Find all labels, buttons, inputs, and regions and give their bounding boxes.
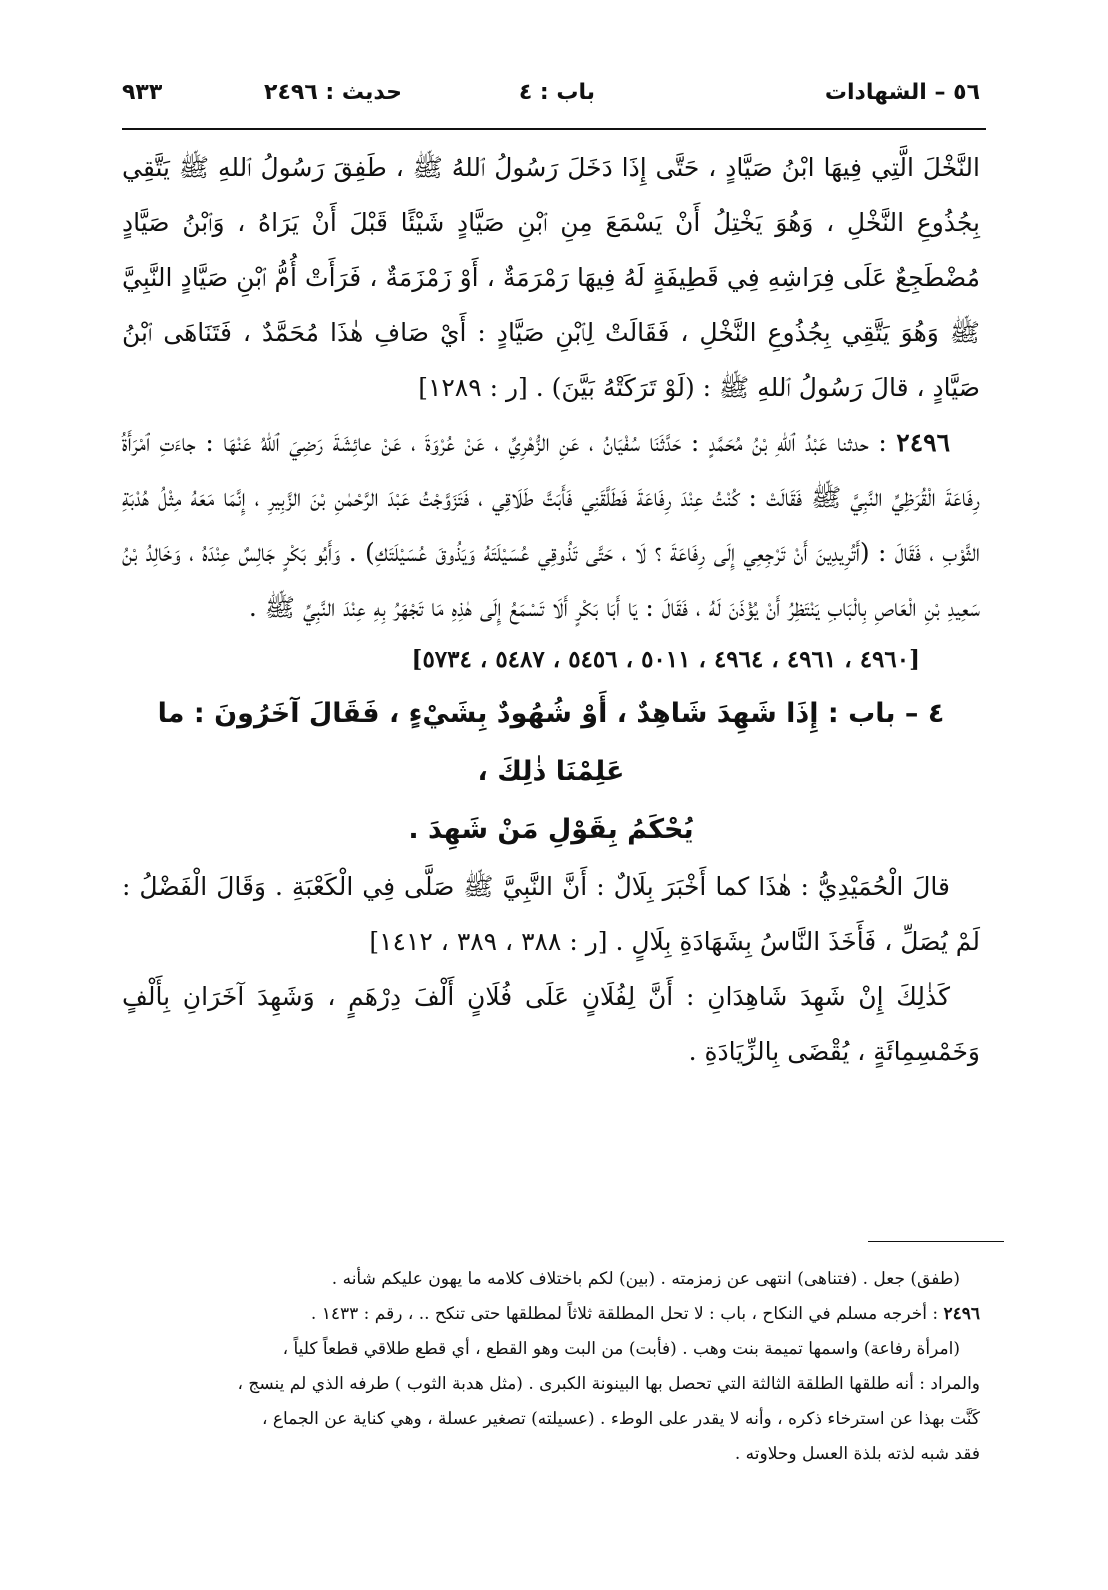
header-rule <box>122 128 986 130</box>
footnote-2-line4: كَنَّت بهذا عن استرخاء ذكره ، وأنه لا يقدر على الوطء . (عسيلته) تصغير عسلة ، وهي كناية عن الجماع ، <box>261 1409 980 1429</box>
running-header <box>122 80 980 116</box>
footnote-2 <box>122 1297 980 1332</box>
footnote-2-line2: (امرأة رفاعة) واسمها تميمة بنت وهب . (فأبت) من البت وهو القطع ، أي قطع طلاقي قطعاً كلياً ، <box>282 1339 960 1359</box>
hadith-label: حديث : ٢٤٩٦ <box>264 80 402 105</box>
main-text <box>122 140 980 1079</box>
footnote-2-line3: والمراد : أنه طلقها الطلقة الثالثة التي تحصل بها البينونة الكبرى . (مثل هدبة الثوب ) طرفه الذي لم ينسج ، <box>237 1374 980 1394</box>
bab-heading <box>122 685 980 859</box>
hadith-paragraph <box>122 415 980 635</box>
footnotes <box>122 1262 980 1472</box>
page-number: ٩٣٣ <box>122 80 163 105</box>
footnote-2-number: ٢٤٩٦ <box>943 1304 980 1324</box>
bab-heading-line2: يُحْكَمُ بِقَوْلِ مَنْ شَهِدَ . <box>408 814 694 845</box>
hadith-references: [٤٩٦٠ ، ٤٩٦١ ، ٤٩٦٤ ، ٥٠١١ ، ٥٤٥٦ ، ٥٤٨٧ ، ٥٧٣٤] <box>411 646 920 673</box>
humaydi-paragraph: قالَ الْحُمَيْدِيُّ : هٰذَا كما أَخْبَرَ بِلَالٌ : أَنَّ النَّبِيَّ ﷺ صَلَّى فِي الْكَعْبَةِ . وَقَالَ الْفَضْلُ : لَمْ يُصَلِّ ، فَأَخَذَ النَّاسُ بِشَهَادَةِ بِلَالٍ . [ر : ٣٨٨ ، ٣٨٩ ، ١٤١٢] <box>122 872 980 956</box>
footnote-2-line5: فقد شبه لذته بلذة العسل وحلاوته . <box>734 1444 980 1464</box>
bab-label: باب : ٤ <box>518 80 595 105</box>
hadith-text: : حدثنا عَبْدُ ٱللهِ بْنُ مُحَمَّدٍ : حَدَّثَنَا سُفْيَانُ ، عَنِ الزُّهْرِيِّ ، عَنْ عُرْوَةَ ، عَنْ عائِشَةَ رَضِيَ ٱللهُ عَنْهَا : جاءَتِ ٱمْرَأَةُ رِفَاعَةَ الْقُرَظِيِّ النَّبِيَّ ﷺ فَقَالَتْ : كُنْتُ عِنْدَ رِفَاعَةَ فَطَلَّقَنِي فَأَبَتَّ طَلَاقِي ، فَتَزَوَّجْتُ عَبْدَ الرَّحْمٰنِ بْنَ الزَّبِيرِ ، إِنَّمَا مَعَهُ مِثْلُ هُدْبَةِ الثَّوْبِ ، فَقَالَ : (أَتُرِيدِينَ أَنْ تَرْجِعِي إِلَى رِفَاعَةَ ؟ لَا ، حَتَّى تَذُوقِي عُسَيْلَتَهُ وَيَذُوقَ عُسَيْلَتَكِ) . وَأَبُو بَكْرٍ جَالِسٌ عِنْدَهُ ، وَخَالِدُ بْنُ سَعِيدِ بْنِ الْعَاصِ بِالْبَابِ يَنْتَظِرُ أَنْ يُؤْذَنَ لَهُ ، فَقَالَ : يَا أَبَا بَكْرٍ أَلَا تَسْمَعُ إِلَى هٰذِهِ مَا تَجْهَرُ بِهِ عِنْدَ النَّبِيِّ ﷺ . <box>122 428 980 622</box>
footnote-rule <box>868 1241 1004 1242</box>
bab-heading-line1: ٤ – باب : إِذَا شَهِدَ شَاهِدٌ ، أَوْ شُهُودٌ بِشَيْءٍ ، فَقَالَ آخَرُونَ : ما عَلِمْنَا ذٰلِكَ ، <box>157 698 945 787</box>
hadith-number: ٢٤٩٦ <box>896 428 950 457</box>
footnote-1: (طفق) جعل . (فتناهى) انتهى عن زمزمته . (بين) لكم باختلاف كلامه ما يهون عليكم شأنه . <box>331 1269 960 1289</box>
kadhalik-paragraph: كَذٰلِكَ إِنْ شَهِدَ شَاهِدَانِ : أَنَّ لِفُلَانٍ عَلَى فُلَانٍ أَلْفَ دِرْهَمٍ ، وَشَهِدَ آخَرَانِ بِأَلْفٍ وَخَمْسِمِائَةٍ ، يُقْضَى بِالزِّيَادَةِ . <box>122 982 980 1066</box>
footnote-2-text: : أخرجه مسلم في النكاح ، باب : لا تحل المطلقة ثلاثاً لمطلقها حتى تنكح .. ، رقم : ١٤٣٣ . <box>310 1304 939 1324</box>
continuation-paragraph: النَّخْلَ الَّتِي فِيهَا ابْنُ صَيَّادٍ ، حَتَّى إِذَا دَخَلَ رَسُولُ ٱللهُ ﷺ ، طَفِقَ رَسُولُ ٱللهِ ﷺ يَتَّقِي بِجُذُوعِ النَّخْلِ ، وَهُوَ يَخْتِلُ أَنْ يَسْمَعَ مِنِ ٱبْنِ صَيَّادٍ شَيْئًا قَبْلَ أَنْ يَرَاهُ ، وَٱبْنُ صَيَّادٍ مُضْطَجِعٌ عَلَى فِرَاشِهِ فِي قَطِيفَةٍ لَهُ فِيهَا رَمْرَمَةٌ ، أَوْ زَمْزَمَةٌ ، فَرَأَتْ أُمُّ ٱبْنِ صَيَّادٍ النَّبِيَّ ﷺ وَهُوَ يَتَّقِي بِجُذُوعِ النَّخْلِ ، فَقَالَتْ لِٱبْنِ صَيَّادٍ : أَيْ صَافِ هٰذَا مُحَمَّدٌ ، فَتَنَاهَى ٱبْنُ صَيَّادٍ ، قالَ رَسُولُ ٱللهِ ﷺ : (لَوْ تَرَكَتْهُ بَيَّنَ) . [ر : ١٢٨٩] <box>122 153 980 402</box>
chapter-title: ٥٦ – الشهادات <box>824 80 980 105</box>
